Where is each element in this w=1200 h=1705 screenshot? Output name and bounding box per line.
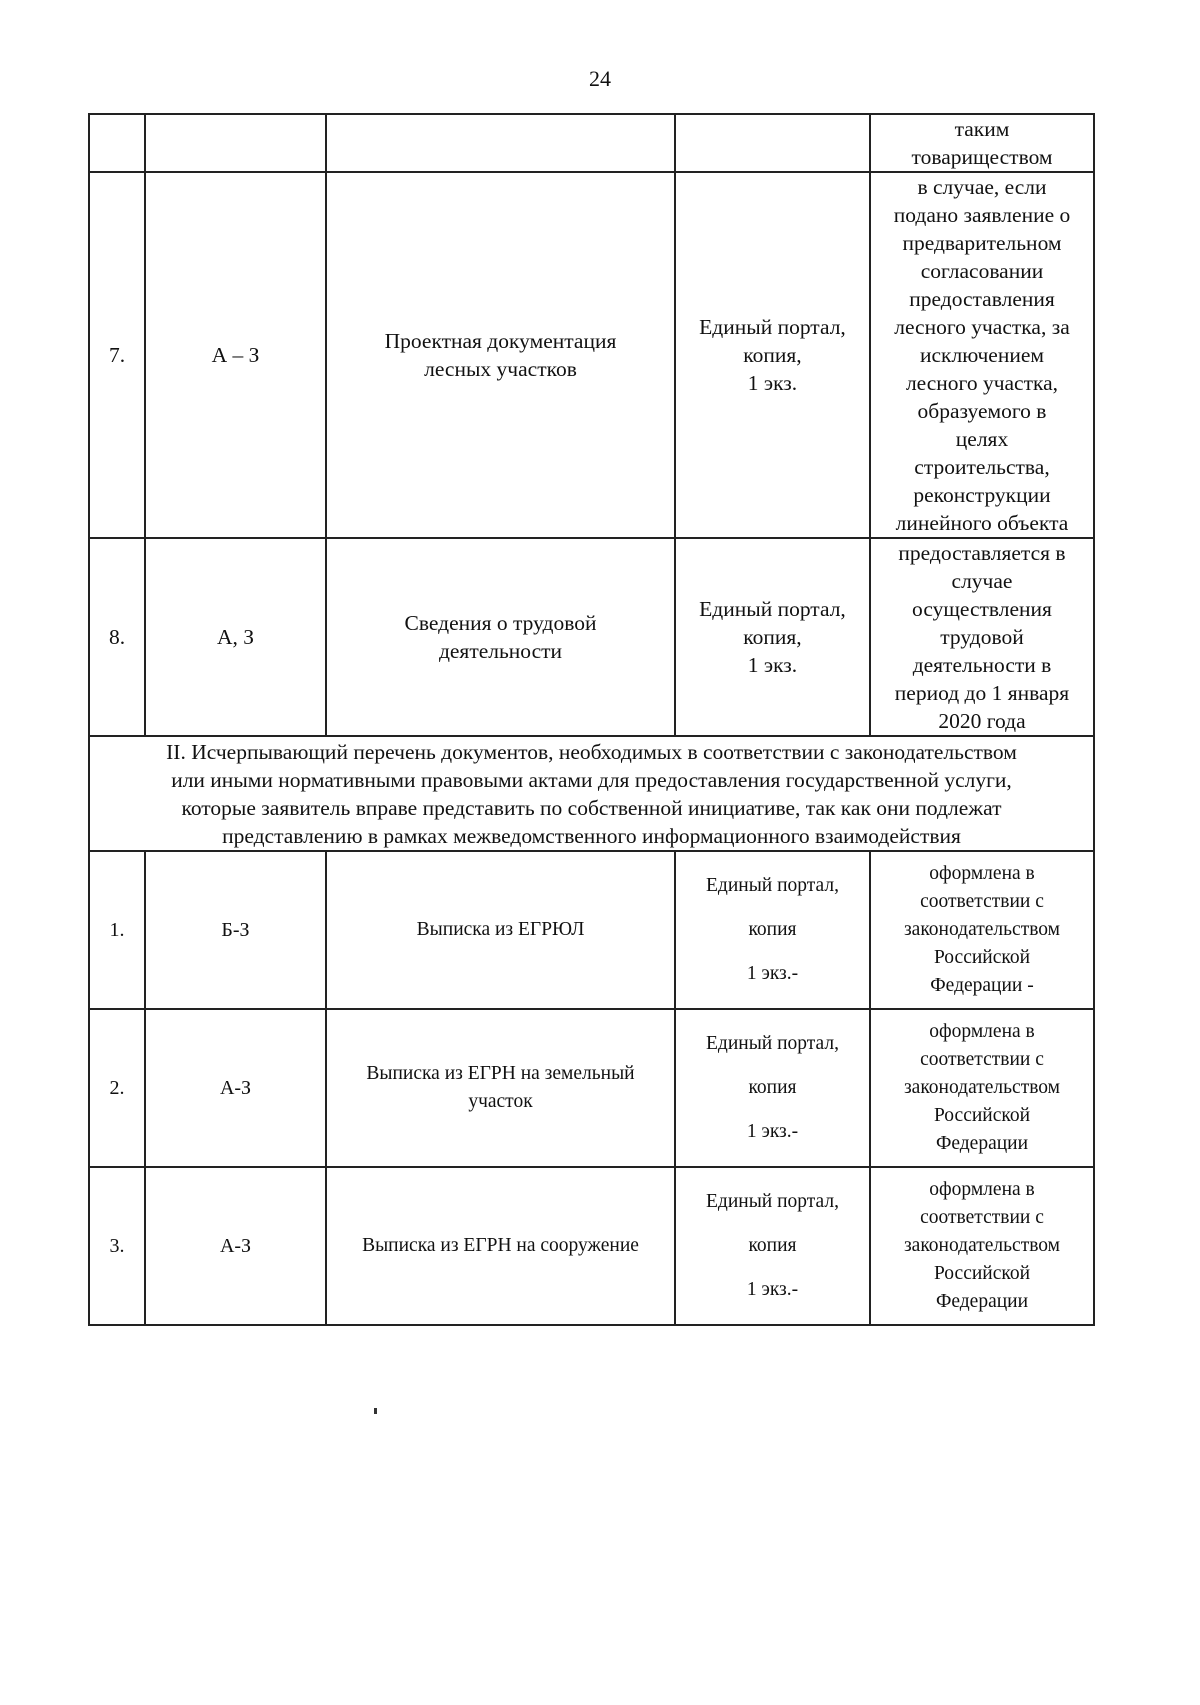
cell-num	[89, 114, 145, 172]
cell-code	[145, 114, 326, 172]
document-note: оформлена в соответствии с законодательством Российской Федерации	[870, 1009, 1094, 1167]
row-code: А, З	[145, 538, 326, 736]
section-two-heading: II. Исчерпывающий перечень документов, необходимых в соответствии с законодательством или иными нормативными правовыми актами для предоставления государственной услуги, которые заявитель вправе представить по собственной инициативе, так как они подлежат представлению в рамках межведомственного информационного взаимодействия	[89, 736, 1094, 851]
document-note: оформлена в соответствии с законодательством Российской Федерации	[870, 1167, 1094, 1325]
row-number: 3.	[89, 1167, 145, 1325]
section-heading-row	[89, 736, 1094, 851]
table-row	[89, 172, 1094, 538]
row-number: 7.	[89, 172, 145, 538]
document-name: Выписка из ЕГРЮЛ	[326, 851, 675, 1009]
row-code: А-З	[145, 1167, 326, 1325]
row-number: 8.	[89, 538, 145, 736]
submission-form: Единый портал, копия, 1 экз.	[675, 172, 870, 538]
submission-form: Единый портал, копия, 1 экз.	[675, 538, 870, 736]
row-number: 2.	[89, 1009, 145, 1167]
cell-name	[326, 114, 675, 172]
document-name: Выписка из ЕГРН на сооружение	[326, 1167, 675, 1325]
submission-form: Единый портал, копия 1 экз.-	[675, 1009, 870, 1167]
scan-speck	[374, 1408, 377, 1414]
cell-note: таким товариществом	[870, 114, 1094, 172]
row-code: А – З	[145, 172, 326, 538]
table-row	[89, 1009, 1094, 1167]
row-number: 1.	[89, 851, 145, 1009]
row-code: Б-З	[145, 851, 326, 1009]
page-number: 24	[589, 66, 611, 91]
table-row	[89, 851, 1094, 1009]
cell-form	[675, 114, 870, 172]
table-row	[89, 1167, 1094, 1325]
submission-form: Единый портал, копия 1 экз.-	[675, 1167, 870, 1325]
document-note: в случае, если подано заявление о предварительном согласовании предоставления лесного участка, за исключением лесного участка, образуемого в целях строительства, реконструкции линейного объекта	[870, 172, 1094, 538]
document-note: оформлена в соответствии с законодательством Российской Федерации -	[870, 851, 1094, 1009]
submission-form: Единый портал, копия 1 экз.-	[675, 851, 870, 1009]
documents-table	[88, 113, 1095, 1326]
document-name: Сведения о трудовой деятельности	[326, 538, 675, 736]
table-row	[89, 538, 1094, 736]
row-code: А-З	[145, 1009, 326, 1167]
document-note: предоставляется в случае осуществления трудовой деятельности в период до 1 января 2020 года	[870, 538, 1094, 736]
document-name: Выписка из ЕГРН на земельный участок	[326, 1009, 675, 1167]
document-name: Проектная документация лесных участков	[326, 172, 675, 538]
table-row-continuation	[89, 114, 1094, 172]
